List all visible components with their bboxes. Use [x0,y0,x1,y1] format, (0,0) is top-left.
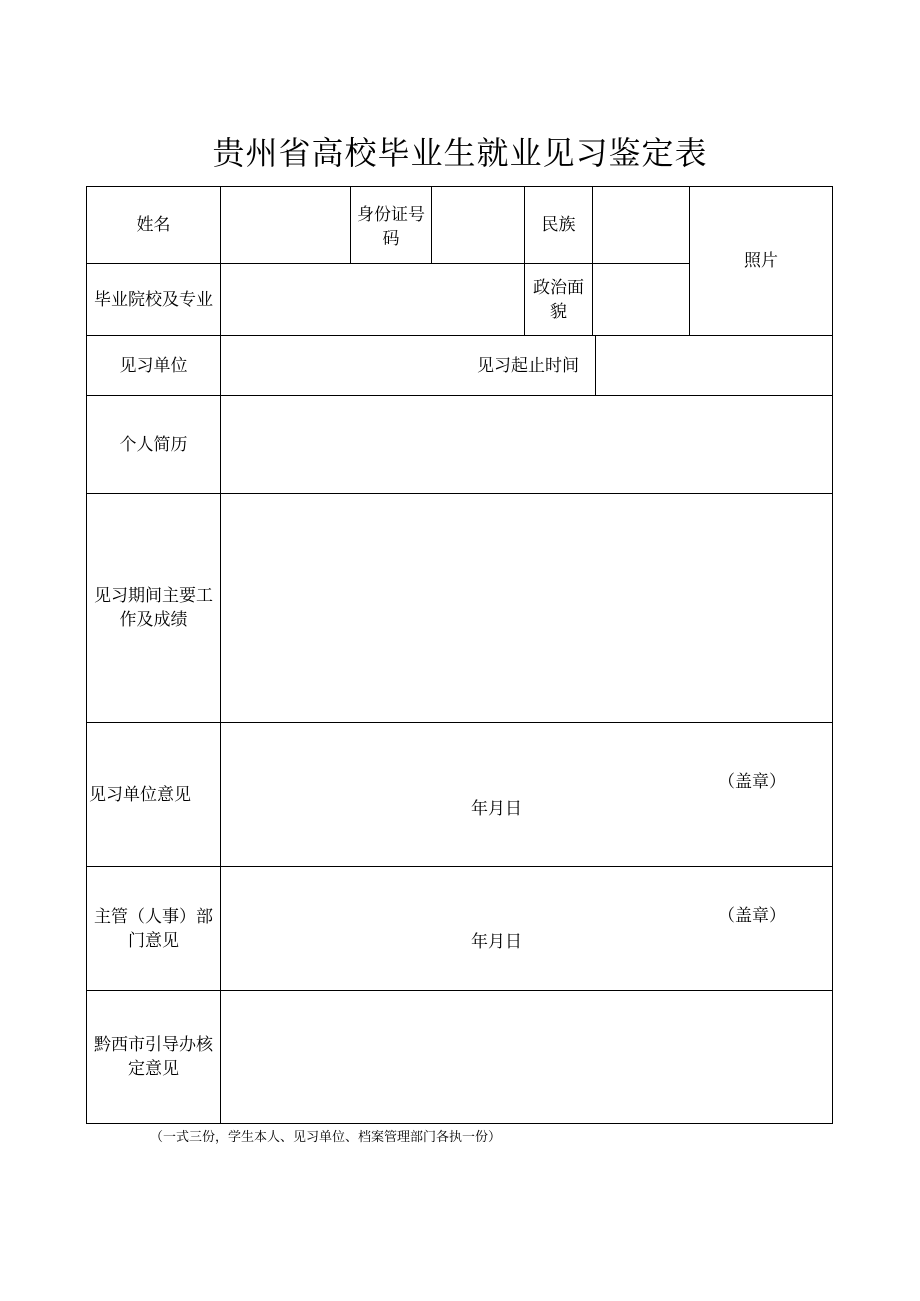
unit-opinion-field[interactable] [221,723,832,866]
school-major-field[interactable] [221,264,524,335]
political-status-label: 政治面貌 [533,277,584,322]
internship-unit-label: 见习单位 [119,355,188,376]
resume-field[interactable] [221,396,832,493]
hr-opinion-label: 主管（人事）部门意见 [94,906,213,951]
id-number-field[interactable] [432,187,524,263]
unit-seal-label: （盖章） [718,772,786,792]
main-work-label: 见习期间主要工作及成绩 [94,586,213,630]
page-title: 贵州省高校毕业生就业见习鉴定表 [212,134,708,172]
ethnicity-label: 民族 [541,215,576,235]
name-label: 姓名 [136,215,171,235]
hr-opinion-field[interactable] [221,867,832,990]
hr-seal-label: （盖章） [718,906,786,926]
main-work-field[interactable] [221,494,832,722]
internship-period-label: 见习起止时间 [477,355,579,376]
unit-date-label: 年月日 [471,799,522,819]
ethnicity-field[interactable] [593,187,689,263]
table-border-bottom [86,1123,833,1124]
table-border-right [832,186,833,1124]
internship-period-field[interactable] [596,336,832,395]
unit-opinion-label: 见习单位意见 [89,784,191,805]
footnote: （一式三份，学生本人、见习单位、档案管理部门各执一份） [150,1130,502,1145]
id-number-label: 身份证号码 [357,205,425,249]
city-opinion-field[interactable] [221,991,832,1123]
name-field[interactable] [221,187,350,263]
photo-box[interactable]: 照片 [744,251,778,271]
hr-date-label: 年月日 [471,932,522,952]
school-major-label: 毕业院校及专业 [94,289,213,310]
city-opinion-label: 黔西市引导办核定意见 [94,1035,213,1079]
resume-label: 个人简历 [119,434,188,455]
political-status-field[interactable] [593,264,689,335]
